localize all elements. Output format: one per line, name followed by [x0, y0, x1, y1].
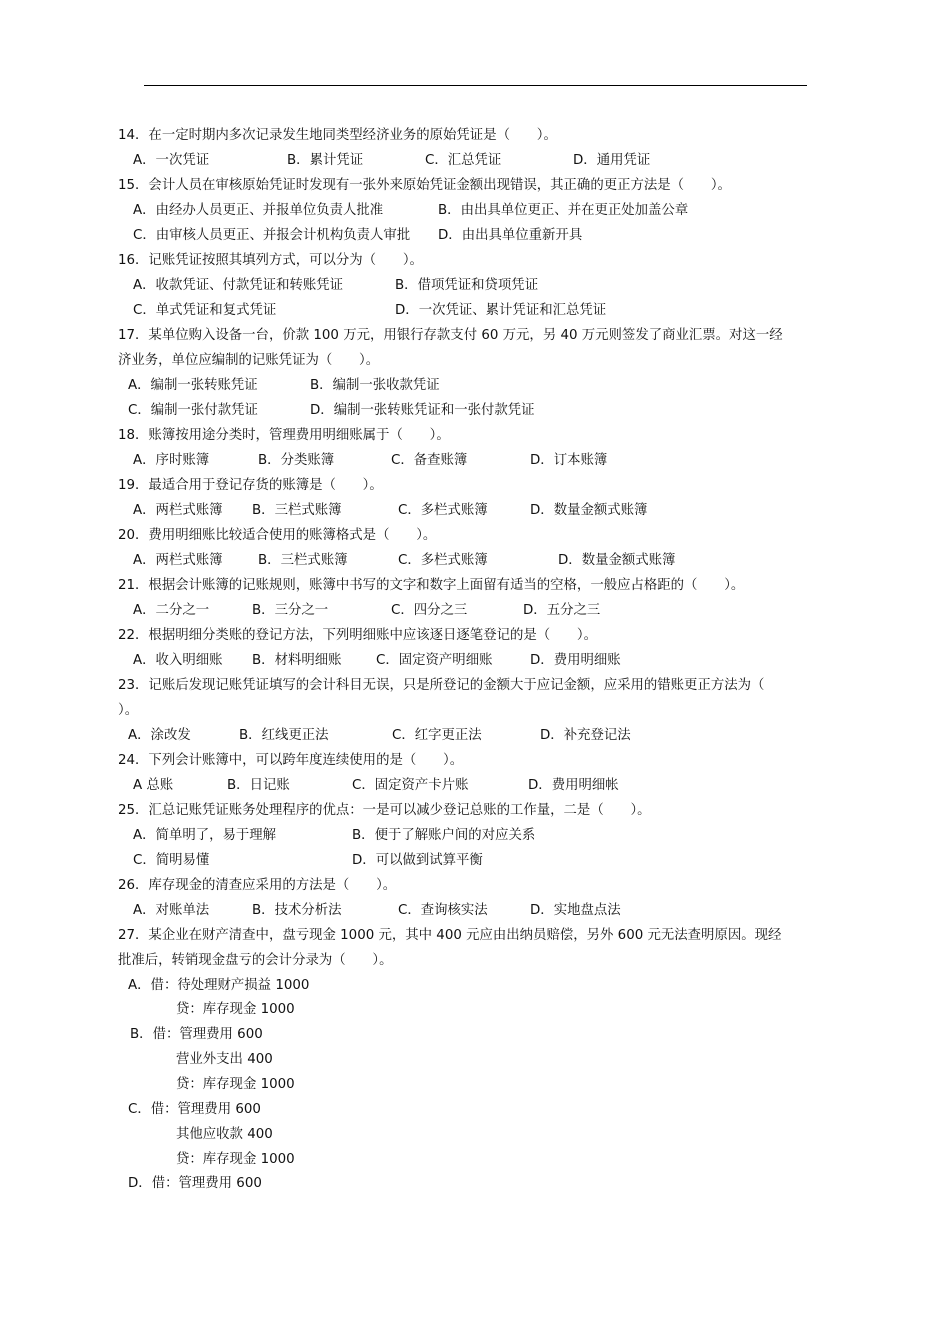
q21-stem: 21．根据会计账簿的记账规则，账簿中书写的文字和数字上面留有适当的空格，一般应占格距的（ ）。 [118, 578, 745, 593]
q25-stem: 25．汇总记账凭证账务处理程序的优点：一是可以减少登记总账的工作量，二是（ ）。 [118, 803, 651, 818]
q25-option-d: D．可以做到试算平衡 [352, 853, 483, 868]
q27-option-b-credit: 贷：库存现金 1000 [176, 1077, 295, 1092]
q20-option-c: C．多栏式账簿 [398, 553, 488, 568]
q25-option-b: B．便于了解账户间的对应关系 [352, 828, 536, 843]
q26-option-b: B．技术分析法 [252, 903, 342, 918]
q17-stem-line1: 17．某单位购入设备一台，价款 100 万元，用银行存款支付 60 万元，另 40 万元则签发了商业汇票。对这一经 [118, 328, 783, 343]
q24-option-d: D．费用明细帐 [528, 778, 619, 793]
q16-option-d: D．一次凭证、累计凭证和汇总凭证 [395, 303, 607, 318]
q19-option-d: D．数量金额式账簿 [530, 503, 648, 518]
q26-option-d: D．实地盘点法 [530, 903, 621, 918]
q24-option-b: B．日记账 [227, 778, 290, 793]
q27-stem-line2: 批准后，转销现金盘亏的会计分录为（ ）。 [118, 953, 393, 968]
q25-option-c: C．简明易懂 [133, 853, 210, 868]
q20-option-b: B．三栏式账簿 [258, 553, 348, 568]
q18-option-b: B．分类账簿 [258, 453, 335, 468]
q19-option-c: C．多栏式账簿 [398, 503, 488, 518]
q14-option-d: D．通用凭证 [573, 153, 651, 168]
q23-stem-line2: ）。 [118, 703, 139, 718]
q26-option-c: C．查询核实法 [398, 903, 488, 918]
q16-option-c: C．单式凭证和复式凭证 [133, 303, 277, 318]
header-rule [144, 85, 807, 86]
q24-stem: 24．下列会计账簿中，可以跨年度连续使用的是（ ）。 [118, 753, 464, 768]
q17-option-c: C．编制一张付款凭证 [128, 403, 258, 418]
q26-stem: 26．库存现金的清查应采用的方法是（ ）。 [118, 878, 397, 893]
q18-option-d: D．订本账簿 [530, 453, 608, 468]
q16-option-a: A．收款凭证、付款凭证和转账凭证 [133, 278, 344, 293]
q27-option-a-debit: A．借：待处理财产损益 1000 [128, 978, 310, 993]
q14-option-b: B．累计凭证 [287, 153, 364, 168]
q17-option-a: A．编制一张转账凭证 [128, 378, 258, 393]
q22-option-d: D．费用明细账 [530, 653, 621, 668]
q23-stem-line1: 23．记账后发现记账凭证填写的会计科目无误，只是所登记的金额大于应记金额，应采用的错账更正方法为（ [118, 678, 765, 693]
q15-option-c: C．由审核人员更正、并报会计机构负责人审批 [133, 228, 411, 243]
q19-stem: 19．最适合用于登记存货的账簿是（ ）。 [118, 478, 383, 493]
q24-option-a: A 总账 [133, 778, 174, 793]
q19-option-a: A．两栏式账簿 [133, 503, 223, 518]
q21-option-d: D．五分之三 [523, 603, 601, 618]
q25-option-a: A．简单明了，易于理解 [133, 828, 277, 843]
q15-stem: 15．会计人员在审核原始凭证时发现有一张外来原始凭证金额出现错误，其正确的更正方法是（ ）。 [118, 178, 731, 193]
q18-stem: 18．账簿按用途分类时，管理费用明细账属于（ ）。 [118, 428, 450, 443]
q27-option-c-debit-2: 其他应收款 400 [176, 1127, 273, 1142]
q23-option-d: D．补充登记法 [540, 728, 631, 743]
q15-option-a: A．由经办人员更正、并报单位负责人批准 [133, 203, 384, 218]
q14-stem: 14．在一定时期内多次记录发生地同类型经济业务的原始凭证是（ ）。 [118, 128, 557, 143]
q17-option-b: B．编制一张收款凭证 [310, 378, 440, 393]
q16-stem: 16．记账凭证按照其填列方式，可以分为（ ）。 [118, 253, 423, 268]
q27-option-b-debit-2: 营业外支出 400 [176, 1052, 273, 1067]
q16-option-b: B．借项凭证和贷项凭证 [395, 278, 539, 293]
q15-option-b: B．由出具单位更正、并在更正处加盖公章 [438, 203, 689, 218]
q27-option-a-credit: 贷：库存现金 1000 [176, 1002, 295, 1017]
q27-option-b-debit: B．借：管理费用 600 [130, 1027, 263, 1042]
q14-option-a: A．一次凭证 [133, 153, 210, 168]
q24-option-c: C．固定资产卡片账 [352, 778, 469, 793]
q23-option-b: B．红线更正法 [239, 728, 329, 743]
q15-option-d: D．由出具单位重新开具 [438, 228, 583, 243]
q22-option-b: B．材料明细账 [252, 653, 342, 668]
q23-option-c: C．红字更正法 [392, 728, 482, 743]
q27-option-c-debit: C．借：管理费用 600 [128, 1102, 261, 1117]
q20-option-d: D．数量金额式账簿 [558, 553, 676, 568]
q19-option-b: B．三栏式账簿 [252, 503, 342, 518]
q20-option-a: A．两栏式账簿 [133, 553, 223, 568]
q22-stem: 22．根据明细分类账的登记方法，下列明细账中应该逐日逐笔登记的是（ ）。 [118, 628, 598, 643]
q21-option-c: C．四分之三 [391, 603, 468, 618]
q22-option-c: C．固定资产明细账 [376, 653, 493, 668]
q14-option-c: C．汇总凭证 [425, 153, 502, 168]
q18-option-a: A．序时账簿 [133, 453, 210, 468]
q21-option-a: A．二分之一 [133, 603, 210, 618]
q26-option-a: A．对账单法 [133, 903, 210, 918]
q27-stem-line1: 27．某企业在财产清查中，盘亏现金 1000 元，其中 400 元应由出纳员赔偿，另外 600 元无法查明原因。现经 [118, 928, 782, 943]
q21-option-b: B．三分之一 [252, 603, 329, 618]
q20-stem: 20．费用明细账比较适合使用的账簿格式是（ ）。 [118, 528, 437, 543]
q27-option-c-credit: 贷：库存现金 1000 [176, 1152, 295, 1167]
q18-option-c: C．备查账簿 [391, 453, 468, 468]
q17-option-d: D．编制一张转账凭证和一张付款凭证 [310, 403, 535, 418]
q27-option-d-debit: D．借：管理费用 600 [128, 1176, 262, 1191]
q17-stem-line2: 济业务，单位应编制的记账凭证为（ ）。 [118, 353, 380, 368]
q23-option-a: A．涂改发 [128, 728, 191, 743]
q22-option-a: A．收入明细账 [133, 653, 223, 668]
